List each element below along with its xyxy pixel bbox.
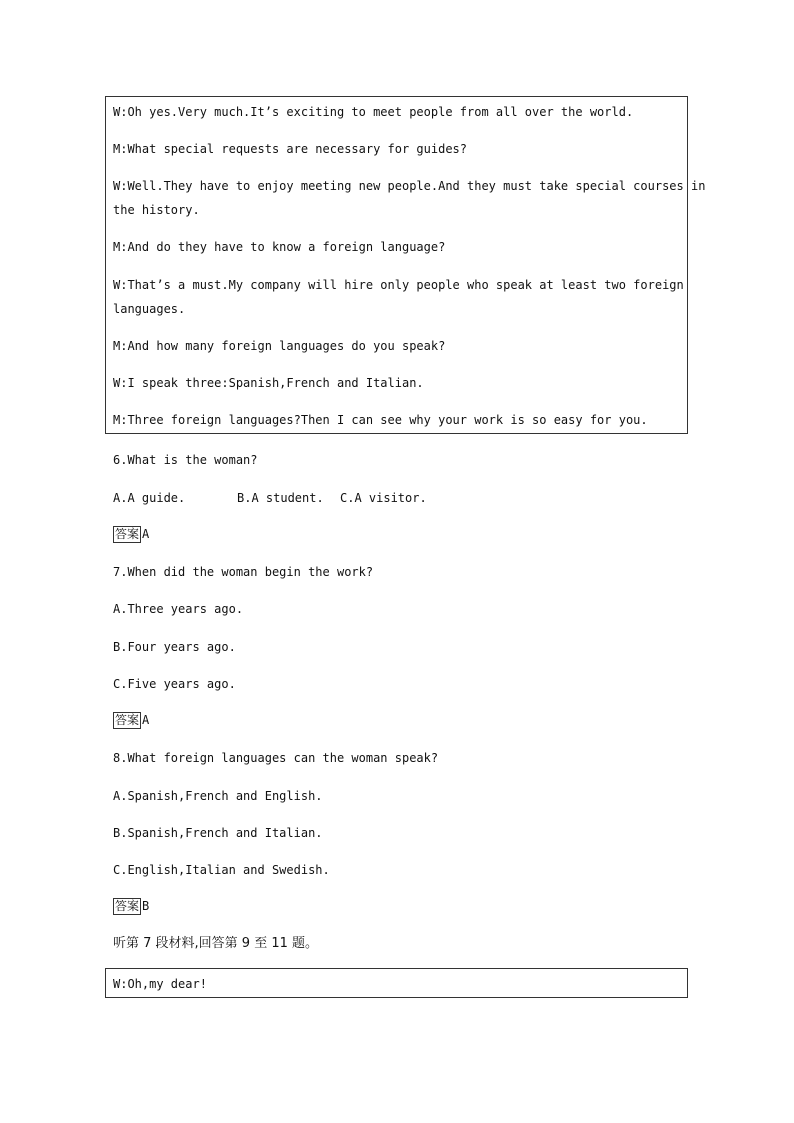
dialogue-line: the history.: [113, 203, 200, 217]
option-b: B.Spanish,French and Italian.: [113, 826, 323, 840]
dialogue-line: M:Three foreign languages?Then I can see why your work is so easy for you.: [113, 413, 648, 427]
section-instruction: 听第 7 段材料,回答第 9 至 11 题。: [113, 936, 319, 951]
dialogue-line: languages.: [113, 302, 186, 316]
dialogue-line: M:And how many foreign languages do you speak?: [113, 339, 446, 353]
option-b: B.A student.: [237, 491, 324, 505]
answer-label: 答案: [115, 527, 140, 541]
dialogue-line: W:That’s a must.My company will hire only people who speak at least two foreign: [113, 278, 684, 292]
dialogue-line: W:I speak three:Spanish,French and Italian.: [113, 376, 424, 390]
question-stem: 7.When did the woman begin the work?: [113, 565, 374, 579]
answer: [113, 898, 149, 915]
question-stem: 8.What foreign languages can the woman speak?: [113, 751, 439, 765]
dialogue-line: M:What special requests are necessary for guides?: [113, 142, 468, 156]
option-a: A.Spanish,French and English.: [113, 789, 323, 803]
option-a: A.Three years ago.: [113, 602, 244, 616]
dialogue-line: W:Oh yes.Very much.It’s exciting to meet people from all over the world.: [113, 105, 634, 119]
answer: [113, 526, 149, 543]
answer-label: 答案: [115, 899, 140, 913]
option-c: C.A visitor.: [340, 491, 427, 505]
dialogue-line: W:Well.They have to enjoy meeting new people.And they must take special courses in: [113, 179, 706, 193]
option-c: C.English,Italian and Swedish.: [113, 863, 330, 877]
answer-value: A: [142, 713, 150, 727]
answer-label: 答案: [115, 713, 140, 727]
option-c: C.Five years ago.: [113, 677, 236, 691]
dialogue-line: M:And do they have to know a foreign language?: [113, 240, 446, 254]
answer-value: A: [142, 527, 150, 541]
option-b: B.Four years ago.: [113, 640, 236, 654]
question-stem: 6.What is the woman?: [113, 453, 258, 467]
answer: [113, 712, 149, 729]
dialogue-line: W:Oh,my dear!: [113, 977, 207, 991]
option-a: A.A guide.: [113, 491, 186, 505]
answer-value: B: [142, 899, 150, 913]
